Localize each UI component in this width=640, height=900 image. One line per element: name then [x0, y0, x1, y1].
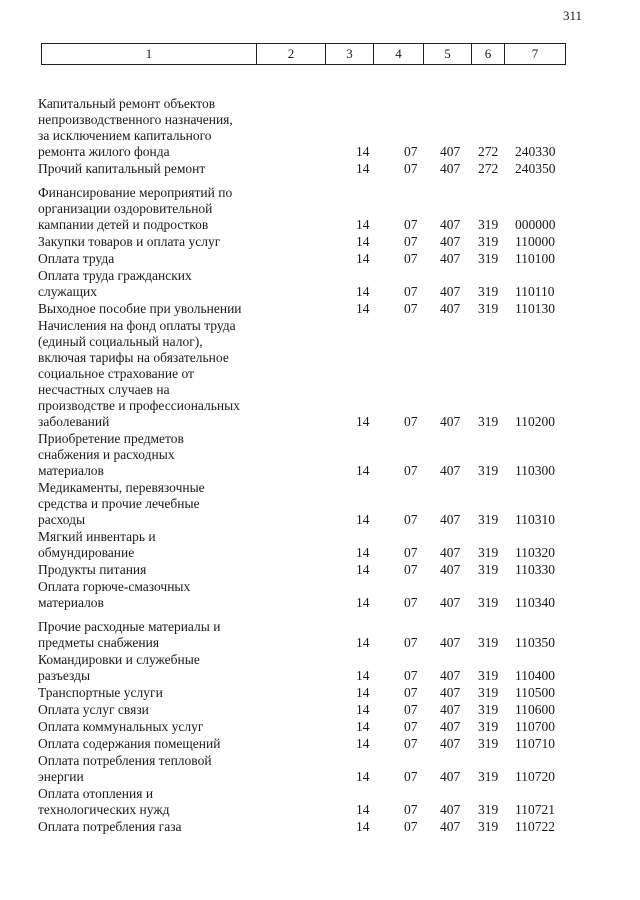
row-code-c2: 07 — [404, 668, 418, 683]
row-code-c5: 110110 — [515, 284, 555, 299]
row-code-c5: 110600 — [515, 702, 555, 717]
row-code-c1: 14 — [356, 769, 370, 784]
row-code-c5: 110310 — [515, 512, 555, 527]
row-code-c5: 110500 — [515, 685, 555, 700]
row-code-c5: 110721 — [515, 802, 555, 817]
row-code-c5: 110000 — [515, 234, 555, 249]
row-code-c3: 407 — [440, 736, 461, 751]
row-code-c2: 07 — [404, 284, 418, 299]
table-row — [38, 702, 578, 718]
row-label: Продукты питания — [38, 562, 147, 577]
row-label: Начисления на фонд оплаты труда (единый социальный налог), включая тарифы на обязательное социальное страхование от несчастных случаев на производстве и профессиональных заболеваний — [38, 318, 240, 429]
row-code-c4: 319 — [478, 414, 499, 429]
row-code-c1: 14 — [356, 284, 370, 299]
row-code-c3: 407 — [440, 284, 461, 299]
table-row — [38, 786, 578, 818]
row-code-c2: 07 — [404, 414, 418, 429]
column-header-2: 2 — [257, 44, 326, 64]
row-label: Финансирование мероприятий по организации оздоровительной кампании детей и подростков — [38, 185, 233, 232]
row-code-c1: 14 — [356, 251, 370, 266]
row-code-c5: 110200 — [515, 414, 555, 429]
table-row — [38, 268, 578, 300]
row-label: Выходное пособие при увольнении — [38, 301, 242, 316]
row-code-c1: 14 — [356, 635, 370, 650]
row-code-c1: 14 — [356, 595, 370, 610]
row-code-c1: 14 — [356, 463, 370, 478]
row-code-c4: 319 — [478, 251, 499, 266]
row-label: Мягкий инвентарь и обмундирование — [38, 529, 156, 560]
column-header-6: 6 — [472, 44, 505, 64]
row-code-c4: 319 — [478, 685, 499, 700]
table-row — [38, 579, 578, 611]
row-code-c4: 319 — [478, 284, 499, 299]
row-label: Медикаменты, перевязочные средства и прочие лечебные расходы — [38, 480, 205, 527]
row-code-c4: 319 — [478, 668, 499, 683]
row-code-c2: 07 — [404, 161, 418, 176]
row-label: Транспортные услуги — [38, 685, 163, 700]
row-code-c2: 07 — [404, 819, 418, 834]
row-code-c1: 14 — [356, 144, 370, 159]
table-row — [38, 480, 578, 528]
row-code-c2: 07 — [404, 463, 418, 478]
row-code-c4: 319 — [478, 545, 499, 560]
table-row — [38, 431, 578, 479]
budget-rows — [38, 96, 578, 836]
row-code-c4: 272 — [478, 144, 499, 159]
row-code-c2: 07 — [404, 769, 418, 784]
row-code-c4: 319 — [478, 463, 499, 478]
row-code-c3: 407 — [440, 161, 461, 176]
row-code-c3: 407 — [440, 685, 461, 700]
row-code-c1: 14 — [356, 545, 370, 560]
row-code-c1: 14 — [356, 562, 370, 577]
row-code-c3: 407 — [440, 719, 461, 734]
row-code-c4: 319 — [478, 819, 499, 834]
row-code-c3: 407 — [440, 414, 461, 429]
row-code-c3: 407 — [440, 668, 461, 683]
row-code-c1: 14 — [356, 161, 370, 176]
row-label: Приобретение предметов снабжения и расходных материалов — [38, 431, 184, 478]
row-code-c4: 319 — [478, 802, 499, 817]
row-code-c5: 110300 — [515, 463, 555, 478]
row-code-c2: 07 — [404, 802, 418, 817]
column-header-table — [41, 43, 566, 65]
row-code-c4: 319 — [478, 512, 499, 527]
page-number: 311 — [562, 8, 582, 23]
row-code-c3: 407 — [440, 769, 461, 784]
row-code-c3: 407 — [440, 702, 461, 717]
row-code-c4: 272 — [478, 161, 499, 176]
row-label: Прочий капитальный ремонт — [38, 161, 206, 176]
row-label: Командировки и служебные разъезды — [38, 652, 200, 683]
column-header-5: 5 — [424, 44, 472, 64]
row-label: Оплата коммунальных услуг — [38, 719, 204, 734]
row-code-c2: 07 — [404, 719, 418, 734]
row-code-c2: 07 — [404, 301, 418, 316]
row-code-c5: 110340 — [515, 595, 555, 610]
row-label: Оплата услуг связи — [38, 702, 149, 717]
row-code-c3: 407 — [440, 463, 461, 478]
row-code-c1: 14 — [356, 819, 370, 834]
row-code-c2: 07 — [404, 595, 418, 610]
table-row — [38, 719, 578, 735]
row-label: Прочие расходные материалы и предметы снабжения — [38, 619, 221, 650]
row-code-c5: 110722 — [515, 819, 555, 834]
row-code-c4: 319 — [478, 217, 499, 232]
row-label: Оплата труда — [38, 251, 115, 266]
row-code-c5: 240350 — [515, 161, 556, 176]
row-label: Оплата потребления тепловой энергии — [38, 753, 212, 784]
row-code-c5: 110710 — [515, 736, 555, 751]
row-code-c5: 240330 — [515, 144, 556, 159]
row-code-c2: 07 — [404, 635, 418, 650]
column-header-3: 3 — [326, 44, 374, 64]
row-code-c4: 319 — [478, 635, 499, 650]
row-code-c4: 319 — [478, 234, 499, 249]
row-code-c5: 110130 — [515, 301, 555, 316]
table-row — [38, 685, 578, 701]
row-code-c5: 110720 — [515, 769, 555, 784]
row-code-c3: 407 — [440, 234, 461, 249]
row-code-c4: 319 — [478, 769, 499, 784]
row-code-c4: 319 — [478, 719, 499, 734]
table-row — [38, 619, 578, 651]
row-code-c3: 407 — [440, 819, 461, 834]
row-code-c1: 14 — [356, 668, 370, 683]
row-code-c4: 319 — [478, 595, 499, 610]
row-code-c1: 14 — [356, 702, 370, 717]
row-code-c2: 07 — [404, 512, 418, 527]
row-code-c5: 110700 — [515, 719, 555, 734]
row-code-c2: 07 — [404, 562, 418, 577]
row-code-c4: 319 — [478, 736, 499, 751]
row-code-c2: 07 — [404, 545, 418, 560]
row-code-c5: 110320 — [515, 545, 555, 560]
row-code-c3: 407 — [440, 217, 461, 232]
row-code-c2: 07 — [404, 217, 418, 232]
table-row — [38, 753, 578, 785]
row-code-c5: 110330 — [515, 562, 555, 577]
row-code-c2: 07 — [404, 251, 418, 266]
row-code-c2: 07 — [404, 234, 418, 249]
row-code-c3: 407 — [440, 595, 461, 610]
table-row — [38, 301, 578, 317]
row-code-c1: 14 — [356, 414, 370, 429]
row-code-c3: 407 — [440, 802, 461, 817]
row-code-c1: 14 — [356, 234, 370, 249]
column-header-4: 4 — [374, 44, 424, 64]
row-label: Закупки товаров и оплата услуг — [38, 234, 221, 249]
table-row — [38, 96, 578, 160]
row-code-c3: 407 — [440, 251, 461, 266]
row-label: Оплата содержания помещений — [38, 736, 221, 751]
row-code-c3: 407 — [440, 144, 461, 159]
table-row — [38, 819, 578, 835]
row-code-c3: 407 — [440, 562, 461, 577]
row-code-c5: 110400 — [515, 668, 555, 683]
row-code-c1: 14 — [356, 217, 370, 232]
table-row — [38, 652, 578, 684]
row-label: Оплата потребления газа — [38, 819, 182, 834]
row-code-c3: 407 — [440, 301, 461, 316]
table-row — [38, 318, 578, 430]
row-code-c1: 14 — [356, 512, 370, 527]
row-code-c2: 07 — [404, 144, 418, 159]
row-code-c3: 407 — [440, 635, 461, 650]
row-label: Капитальный ремонт объектов непроизводственного назначения, за исключением капитального ремонта жилого фонда — [38, 96, 233, 159]
row-code-c1: 14 — [356, 301, 370, 316]
row-code-c5: 000000 — [515, 217, 556, 232]
table-row — [38, 251, 578, 267]
table-row — [38, 185, 578, 233]
row-code-c2: 07 — [404, 685, 418, 700]
row-code-c2: 07 — [404, 702, 418, 717]
row-code-c4: 319 — [478, 702, 499, 717]
table-row — [38, 529, 578, 561]
table-row — [38, 234, 578, 250]
row-code-c4: 319 — [478, 562, 499, 577]
row-code-c1: 14 — [356, 719, 370, 734]
row-code-c4: 319 — [478, 301, 499, 316]
row-code-c3: 407 — [440, 545, 461, 560]
table-row — [38, 562, 578, 578]
row-label: Оплата труда гражданских служащих — [38, 268, 192, 299]
column-header-1: 1 — [42, 44, 257, 64]
row-code-c1: 14 — [356, 736, 370, 751]
row-code-c1: 14 — [356, 802, 370, 817]
row-code-c2: 07 — [404, 736, 418, 751]
table-row — [38, 736, 578, 752]
row-code-c5: 110350 — [515, 635, 555, 650]
column-header-7: 7 — [531, 46, 539, 61]
row-code-c5: 110100 — [515, 251, 555, 266]
row-code-c1: 14 — [356, 685, 370, 700]
row-label: Оплата горюче-смазочных материалов — [38, 579, 191, 610]
table-row — [38, 161, 578, 177]
row-code-c3: 407 — [440, 512, 461, 527]
row-label: Оплата отопления и технологических нужд — [38, 786, 170, 817]
